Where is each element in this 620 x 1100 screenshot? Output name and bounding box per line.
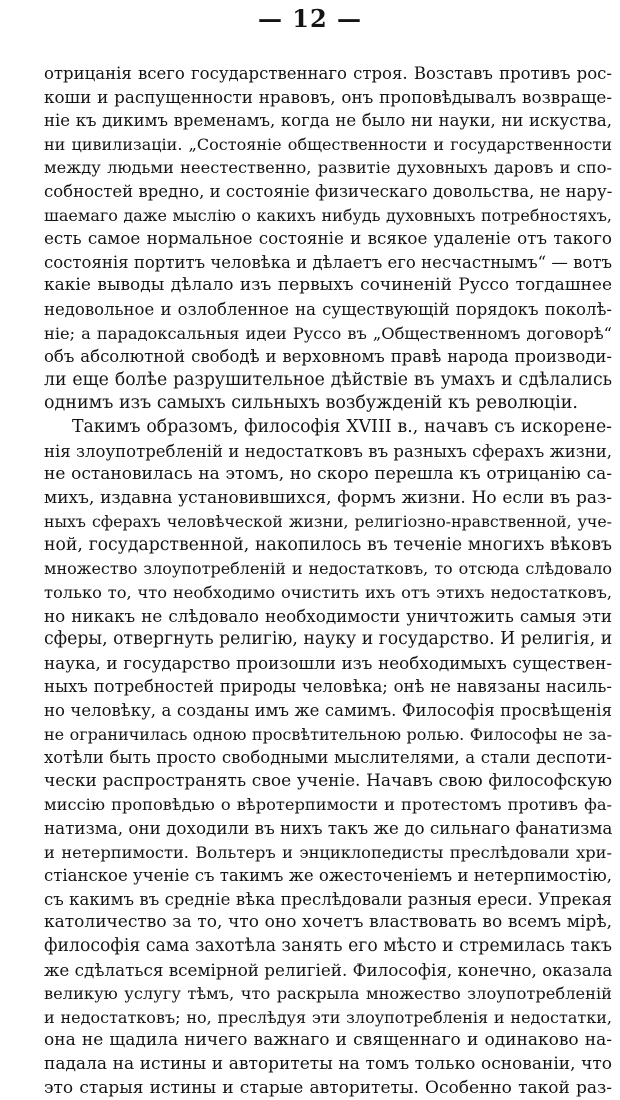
- text-line: ныхъ сферахъ человѣческой жизни, религіозно-нравственной, уче-: [44, 512, 612, 532]
- text-line: хотѣли быть просто свободными мыслителями, а стали деспоти-: [44, 748, 612, 768]
- text-line: Такимъ образомъ, философія XVIII в., начавъ съ искорене-: [72, 416, 612, 437]
- paragraph-rousseau-critique: [44, 62, 612, 416]
- text-line: ніе; а парадоксальныя идеи Руссо въ „Общественномъ договорѣ“: [44, 323, 612, 343]
- text-line: множество злоупотребленій и недостатковъ, то отсюда слѣдовало: [44, 559, 612, 579]
- text-line: стіанское ученіе съ такимъ же ожесточеніемъ и нетерпимостію,: [44, 866, 612, 886]
- text-line: только то, что необходимо очистить ихъ отъ этихъ недостатковъ,: [44, 583, 612, 603]
- text-line: великую услугу тѣмъ, что раскрыла множество злоупотребленій: [44, 984, 612, 1004]
- text-line: коши и распущенности нравовъ, онъ проповѣдывалъ возвраще-: [44, 86, 612, 107]
- text-line: михъ, издавна установившихся, формъ жизни. Но если въ раз-: [44, 487, 612, 508]
- text-line: недовольное и озлобленное на существующій порядокъ поколѣ-: [44, 299, 612, 319]
- text-line: отрицанія всего государственнаго строя. Возставъ противъ рос-: [44, 64, 612, 83]
- text-line: падала на истины и авторитеты на томъ только основаніи, что: [44, 1053, 612, 1074]
- paragraph-enlightenment-philosophy: [44, 416, 612, 1100]
- text-line: объ абсолютной свободѣ и верховномъ правѣ народа производи-: [44, 347, 612, 367]
- text-line: но никакъ не слѣдовало необходимости уничтожить самыя эти: [44, 605, 612, 626]
- text-line: наука, и государство произошли изъ необходимыхъ существен-: [44, 652, 612, 673]
- page-number: — 12 —: [257, 4, 363, 33]
- text-line: состоянія портитъ человѣка и дѣлаетъ его несчастнымъ“ — вотъ: [44, 252, 612, 272]
- text-line: есть самое нормальное состояніе и всякое удаленіе отъ такого: [44, 228, 612, 249]
- text-line: не ограничилась одною просвѣтительною ролью. Философы не за-: [44, 724, 612, 744]
- text-line: миссію проповѣдью о вѣротерпимости и протестомъ противъ фа-: [44, 795, 612, 815]
- text-line: ни цивилизаціи. „Состояніе общественности и государственности: [44, 134, 612, 154]
- text-line: ной, государственной, накопилось въ теченіе многихъ вѣковъ: [44, 534, 612, 555]
- text-line: но человѣку, а созданы имъ же самимъ. Философія просвѣщенія: [44, 701, 612, 721]
- text-line: однимъ изъ самыхъ сильныхъ возбужденій къ революціи.: [44, 393, 578, 414]
- text-line: какіе выводы дѣлало изъ первыхъ сочиненій Руссо тогдашнее: [44, 275, 612, 296]
- page-body-text: [44, 62, 612, 1100]
- text-line: ли еще болѣе разрушительное дѣйствіе въ умахъ и сдѣлались: [44, 369, 612, 390]
- text-line: сферы, отвергнуть религію, науку и государство. И религія, и: [44, 629, 612, 650]
- text-line: чески распространять свое ученіе. Начавъ свою философскую: [44, 770, 612, 791]
- text-line: нія злоупотребленій и недостатковъ въ разныхъ сферахъ жизни,: [44, 441, 612, 461]
- text-line: не остановилась на этомъ, но скоро перешла къ отрицанію са-: [44, 464, 612, 485]
- text-line: она не щадила ничего важнаго и священнаго и одинаково на-: [44, 1030, 612, 1051]
- text-line: шаемаго даже мыслію о какихъ нибудь духовныхъ потребностяхъ,: [44, 205, 612, 225]
- text-line: католичество за то, что оно хочетъ властвовать во всемъ мірѣ,: [44, 912, 612, 933]
- text-line: и нетерпимости. Вольтеръ и энциклопедисты преслѣдовали хри-: [44, 842, 612, 862]
- text-line: собностей вредно, и состояніе физическаго довольства, не нару-: [44, 181, 612, 201]
- text-line: и недостатковъ; но, преслѣдуя эти злоупотребленія и недостатки,: [44, 1007, 612, 1027]
- text-line: философія сама захотѣла занять его мѣсто и стремилась такъ: [44, 935, 612, 956]
- text-line: это старыя истины и старые авторитеты. Особенно такой раз-: [44, 1077, 612, 1098]
- text-line: же сдѣлаться всемірной религіей. Философія, конечно, оказала: [44, 959, 612, 980]
- text-line: ныхъ потребностей природы человѣка; онѣ не навязаны насиль-: [44, 677, 612, 697]
- text-line: натизма, они доходили въ нихъ такъ же до сильнаго фанатизма: [44, 818, 612, 838]
- text-line: съ какимъ въ средніе вѣка преслѣдовали разныя ереси. Упрекая: [44, 889, 612, 909]
- text-line: ніе къ дикимъ временамъ, когда не было ни науки, ни искуства,: [44, 111, 612, 131]
- text-line: между людьми неестественно, развитіе духовныхъ даровъ и спо-: [44, 158, 612, 178]
